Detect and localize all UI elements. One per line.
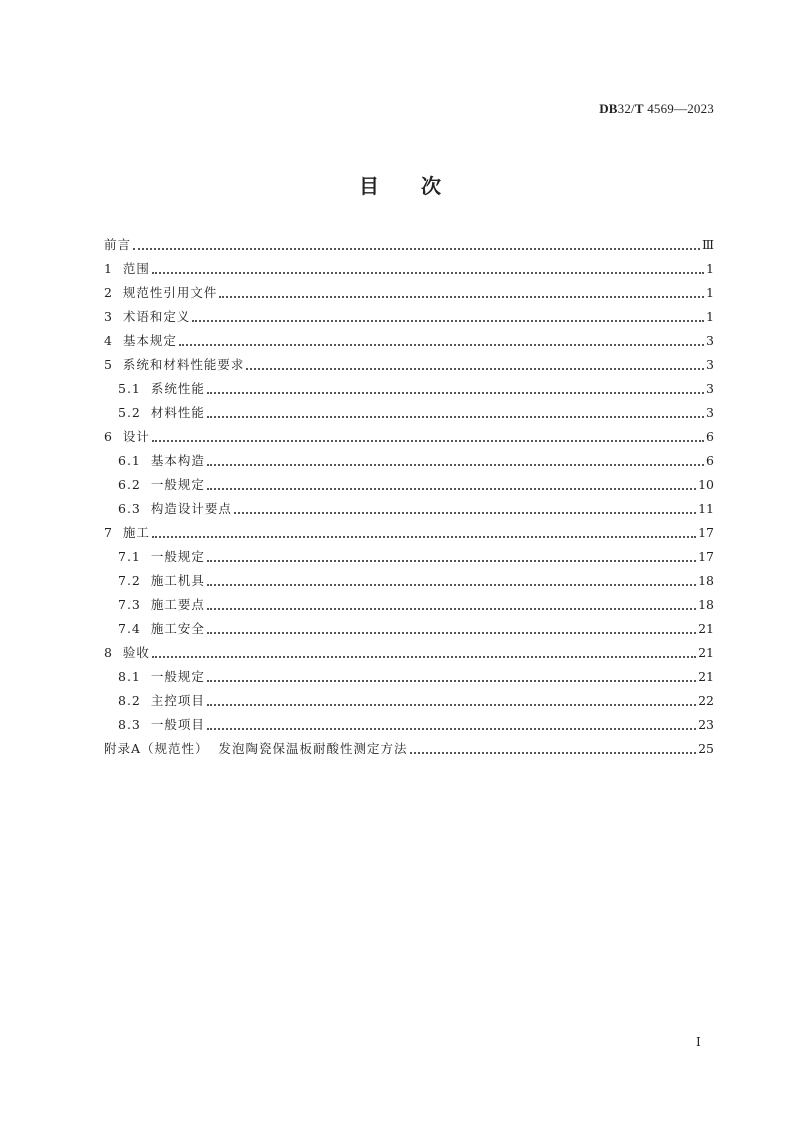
- toc-entry[interactable]: [104, 401, 714, 425]
- toc-entry-number: 2: [104, 285, 123, 300]
- toc-entry-page: 18: [698, 573, 714, 588]
- toc-entry-page: 1: [706, 309, 714, 324]
- toc-entry-page: 21: [698, 645, 714, 660]
- toc-entry[interactable]: [104, 737, 714, 761]
- toc-dot-leader: [207, 703, 696, 706]
- toc-entry[interactable]: [104, 305, 714, 329]
- toc-dot-leader: [207, 391, 704, 394]
- toc-entry-number: 3: [104, 309, 123, 324]
- toc-entry-title: 施工要点: [150, 597, 205, 612]
- toc-entry-number: 8.3: [118, 717, 151, 732]
- toc-dot-leader: [152, 439, 704, 442]
- toc-dot-leader: [152, 271, 704, 274]
- toc-entry-number: 8.2: [118, 693, 151, 708]
- toc-entry-number: 5.2: [118, 405, 151, 420]
- toc-entry-title: 主控项目: [150, 693, 205, 708]
- toc-entry-number: 8: [104, 645, 123, 660]
- toc-entry[interactable]: [104, 617, 714, 641]
- toc-dot-leader: [207, 463, 704, 466]
- toc-entry[interactable]: [104, 665, 714, 689]
- toc-entry-title: 发泡陶瓷保温板耐酸性测定方法: [218, 741, 408, 756]
- toc-entry-number: 7.2: [118, 573, 151, 588]
- toc-entry-number: 附录A（规范性）: [104, 741, 219, 756]
- toc-entry-page: 3: [706, 405, 714, 420]
- toc-dot-leader: [207, 559, 696, 562]
- toc-entry-page: 1: [706, 261, 714, 276]
- toc-dot-leader: [207, 679, 696, 682]
- toc-entry-number: 1: [104, 261, 123, 276]
- toc-title: 目次: [359, 174, 483, 198]
- toc-entry[interactable]: [104, 425, 714, 449]
- toc-entry-title: 系统性能: [150, 381, 205, 396]
- toc-entry-page: 11: [698, 501, 714, 516]
- toc-entry-title: 系统和材料性能要求: [122, 357, 245, 372]
- toc-entry-number: 6.1: [118, 453, 151, 468]
- toc-entry-page: 17: [698, 549, 714, 564]
- toc-entry-page: 25: [698, 741, 714, 756]
- toc-entry-page: 10: [698, 477, 714, 492]
- code-rest: 4569—2023: [643, 101, 714, 116]
- toc-entry[interactable]: [104, 449, 714, 473]
- toc-entry[interactable]: [104, 593, 714, 617]
- toc-entry-title: 前言: [104, 237, 132, 252]
- toc-entry-page: 1: [706, 285, 714, 300]
- toc-entry-title: 一般规定: [150, 549, 205, 564]
- toc-entry-title: 施工机具: [150, 573, 205, 588]
- toc-dot-leader: [192, 319, 704, 322]
- toc-dot-leader: [207, 487, 696, 490]
- toc-entry-page: 3: [706, 357, 714, 372]
- toc-dot-leader: [207, 607, 696, 610]
- table-of-contents: [104, 233, 714, 761]
- toc-entry-number: 6.3: [118, 501, 151, 516]
- toc-entry-title: 一般规定: [150, 669, 205, 684]
- toc-entry-page: 6: [706, 453, 714, 468]
- toc-entry[interactable]: [104, 329, 714, 353]
- toc-entry-page: Ⅲ: [701, 237, 714, 252]
- code-type: T: [634, 101, 644, 116]
- toc-entry[interactable]: [104, 233, 714, 257]
- toc-entry-title: 材料性能: [150, 405, 205, 420]
- toc-entry[interactable]: [104, 353, 714, 377]
- toc-entry[interactable]: [104, 641, 714, 665]
- toc-entry-page: 23: [698, 717, 714, 732]
- toc-entry[interactable]: [104, 521, 714, 545]
- code-number: 32/: [617, 101, 635, 116]
- toc-entry-page: 6: [706, 429, 714, 444]
- toc-dot-leader: [207, 631, 696, 634]
- toc-entry-title: 范围: [122, 261, 150, 276]
- toc-entry[interactable]: [104, 545, 714, 569]
- toc-entry-page: 21: [698, 669, 714, 684]
- toc-entry-page: 17: [698, 525, 714, 540]
- toc-entry-number: 6: [104, 429, 123, 444]
- toc-entry-title: 术语和定义: [122, 309, 191, 324]
- toc-dot-leader: [207, 415, 704, 418]
- toc-entry[interactable]: [104, 473, 714, 497]
- toc-dot-leader: [410, 751, 697, 754]
- toc-entry-page: 21: [698, 621, 714, 636]
- document-code: [599, 101, 714, 117]
- toc-entry-number: 7.3: [118, 597, 151, 612]
- toc-entry[interactable]: [104, 713, 714, 737]
- toc-entry-title: 施工: [122, 525, 150, 540]
- toc-entry-title: 验收: [122, 645, 150, 660]
- toc-dot-leader: [207, 583, 696, 586]
- toc-dot-leader: [133, 247, 700, 250]
- toc-entry-title: 基本规定: [122, 333, 177, 348]
- toc-entry-number: 7.1: [118, 549, 151, 564]
- toc-dot-leader: [234, 511, 696, 514]
- toc-entry-title: 基本构造: [150, 453, 205, 468]
- toc-entry[interactable]: [104, 569, 714, 593]
- toc-entry-number: 7: [104, 525, 123, 540]
- toc-entry-title: 一般规定: [150, 477, 205, 492]
- toc-entry-page: 3: [706, 381, 714, 396]
- toc-entry-title: 规范性引用文件: [122, 285, 218, 300]
- toc-entry-title: 构造设计要点: [150, 501, 232, 516]
- toc-dot-leader: [152, 535, 696, 538]
- toc-entry[interactable]: [104, 497, 714, 521]
- toc-entry[interactable]: [104, 689, 714, 713]
- toc-entry-title: 施工安全: [150, 621, 205, 636]
- code-prefix: DB: [599, 101, 618, 116]
- toc-entry-title: 一般项目: [150, 717, 205, 732]
- toc-dot-leader: [152, 655, 696, 658]
- toc-entry-number: 8.1: [118, 669, 151, 684]
- toc-entry[interactable]: [104, 377, 714, 401]
- toc-entry[interactable]: [104, 281, 714, 305]
- toc-entry-page: 22: [698, 693, 714, 708]
- toc-entry-page: 3: [706, 333, 714, 348]
- toc-entry-page: 18: [698, 597, 714, 612]
- toc-dot-leader: [207, 727, 696, 730]
- toc-entry-number: 5.1: [118, 381, 151, 396]
- toc-entry-title: 设计: [122, 429, 150, 444]
- toc-entry-number: 7.4: [118, 621, 151, 636]
- toc-entry-number: 6.2: [118, 477, 151, 492]
- toc-dot-leader: [246, 367, 704, 370]
- toc-dot-leader: [219, 295, 704, 298]
- toc-entry-number: 5: [104, 357, 123, 372]
- toc-dot-leader: [179, 343, 704, 346]
- toc-entry-number: 4: [104, 333, 123, 348]
- toc-entry[interactable]: [104, 257, 714, 281]
- page-number: Ⅰ: [696, 1035, 701, 1049]
